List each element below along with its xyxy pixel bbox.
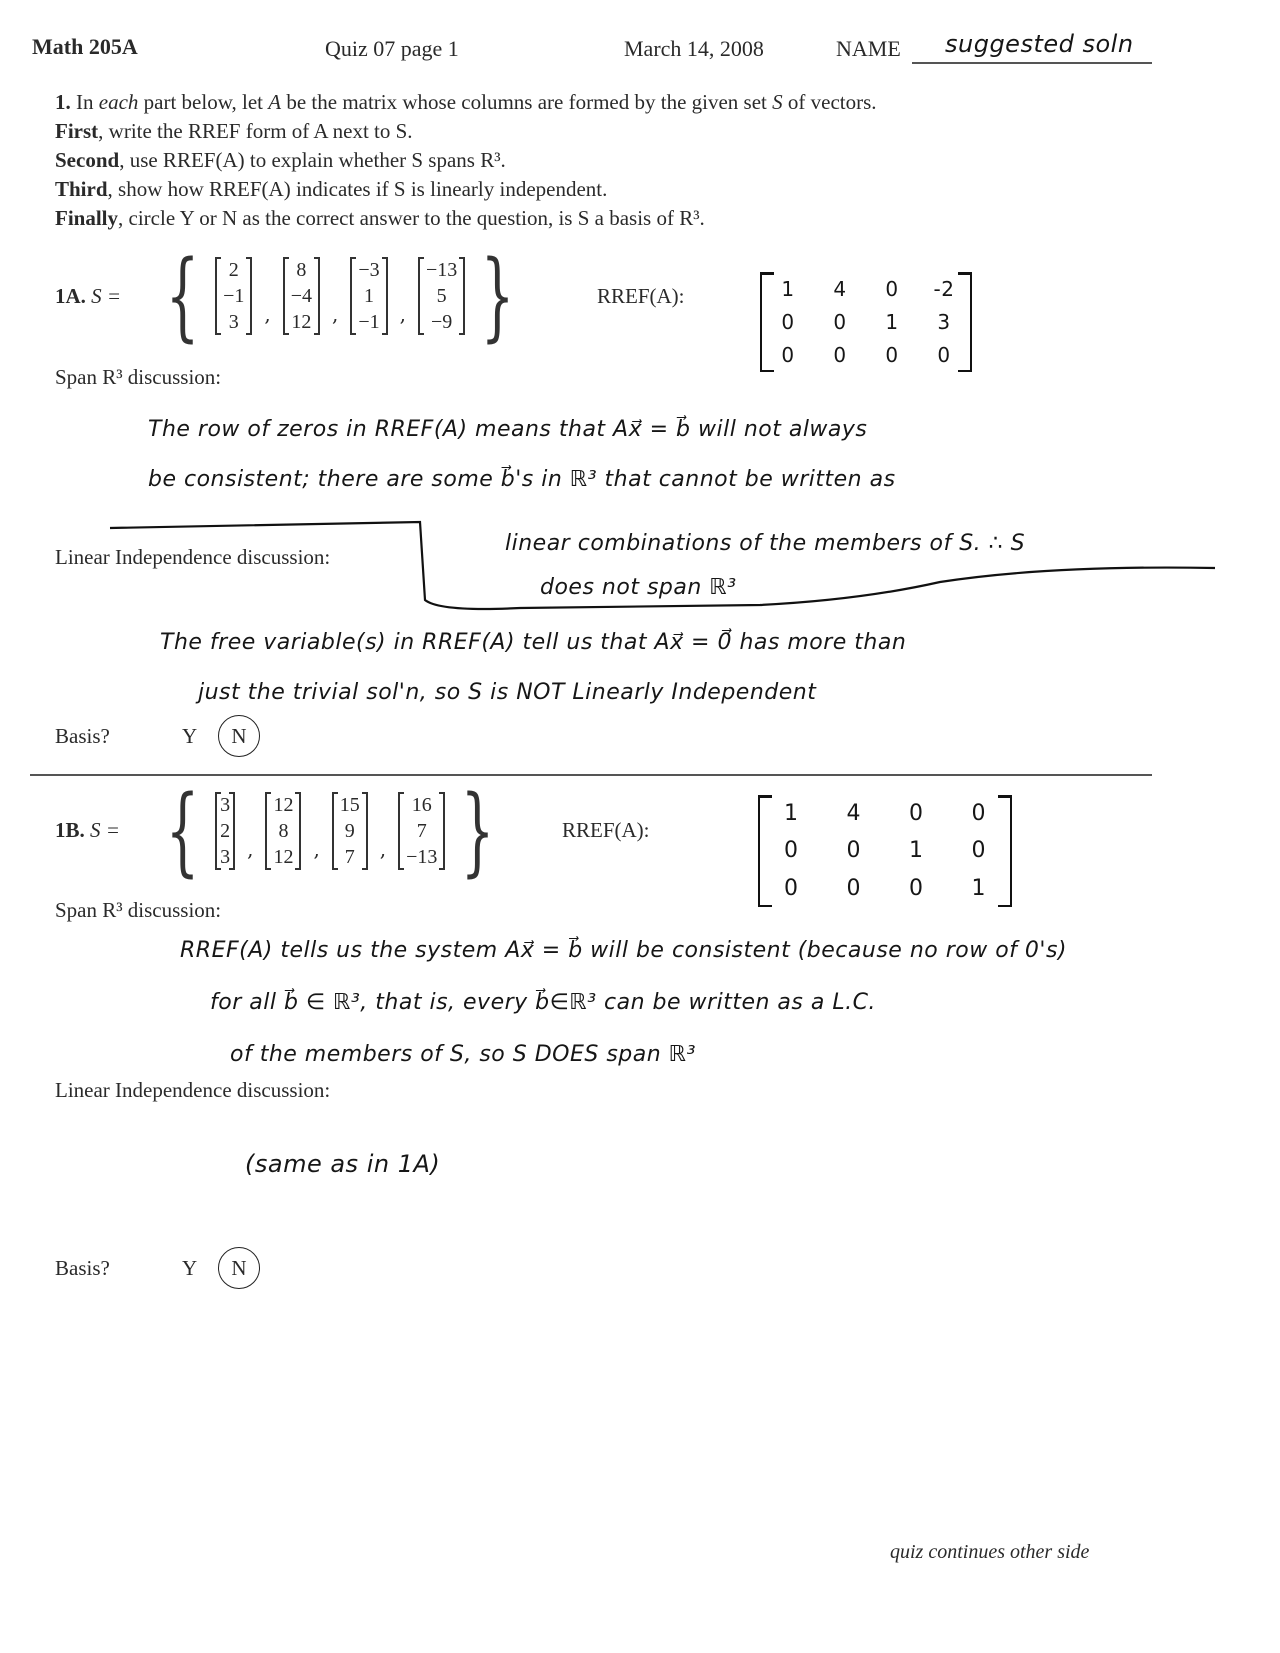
rref-cell: 0 xyxy=(833,309,847,334)
problem-1a-set: { 2 −1 3 , 8 −4 12 , −3 1 −1 , −13 5 −9 } xyxy=(165,240,515,352)
instruction-second: Second, use RREF(A) to explain whether S spans R³. xyxy=(55,148,506,172)
basis-label-1a: Basis? xyxy=(55,724,110,748)
li-label-1a: Linear Independence discussion: xyxy=(55,545,331,569)
rref-cell: 0 xyxy=(885,343,899,368)
span-label-1b: Span R³ discussion: xyxy=(55,898,222,922)
rref-cell: 4 xyxy=(833,276,847,301)
basis-label-1b: Basis? xyxy=(55,1256,110,1280)
answer-line: of the members of S, so S DOES span ℝ³ xyxy=(230,1042,696,1067)
rref-label-1b: RREF(A): xyxy=(562,818,650,842)
rref-matrix-1b xyxy=(758,795,1012,907)
rref-cell: 1 xyxy=(971,875,986,901)
basis-n-1b-circled: N xyxy=(218,1247,260,1289)
vector-1b-1: 3 2 3 xyxy=(213,792,237,870)
quiz-date: March 14, 2008 xyxy=(624,36,764,61)
rref-cell: 1 xyxy=(781,276,795,301)
rref-label-1a: RREF(A): xyxy=(597,284,685,308)
span-answer-1b xyxy=(180,925,1067,1081)
rref-cell: 0 xyxy=(781,309,795,334)
right-brace: } xyxy=(461,775,495,887)
answer-line: be consistent; there are some b⃗'s in ℝ³ that cannot be written as xyxy=(148,467,896,492)
vector-1b-3: 15 9 7 xyxy=(330,792,370,870)
vector-1a-2: 8 −4 12 xyxy=(281,257,322,335)
rref-cell: 0 xyxy=(833,343,847,368)
instruction-first: First, write the RREF form of A next to S. xyxy=(55,119,413,143)
right-brace: } xyxy=(481,240,515,352)
left-brace: { xyxy=(165,240,200,352)
vector-1a-4: −13 5 −9 xyxy=(416,257,467,335)
answer-line: The free variable(s) in RREF(A) tell us that Ax⃗ = 0⃗ has more than xyxy=(160,630,907,655)
li-label-1b: Linear Independence discussion: xyxy=(55,1078,331,1102)
left-brace: { xyxy=(165,775,200,887)
rref-cell: 0 xyxy=(846,838,861,864)
answer-line: for all b⃗ ∈ ℝ³, that is, every b⃗∈ℝ³ can be written as a L.C. xyxy=(210,990,876,1015)
name-label: NAME xyxy=(836,36,901,61)
problem-1b-set: { 3 2 3 , 12 8 12 , 15 9 7 , 16 7 −13 } xyxy=(165,775,495,887)
instruction-finally: Finally, circle Y or N as the correct answer to the question, is S a basis of R³. xyxy=(55,206,705,230)
vector-1a-3: −3 1 −1 xyxy=(348,257,389,335)
vector-1b-4: 16 7 −13 xyxy=(396,792,447,870)
rref-cell: 0 xyxy=(971,838,986,864)
rref-cell: -2 xyxy=(933,276,955,301)
answer-line: RREF(A) tells us the system Ax⃗ = b⃗ will be consistent (because no row of 0's) xyxy=(180,938,1067,963)
rref-cell: 0 xyxy=(781,343,795,368)
rref-cell: 4 xyxy=(846,801,861,827)
rref-cell: 0 xyxy=(846,875,861,901)
instruction-intro: 1. In each part below, let A be the matrix whose columns are formed by the given set S of vectors. xyxy=(55,90,877,114)
basis-n-1a-circled: N xyxy=(218,715,260,757)
rref-cell: 0 xyxy=(937,343,951,368)
answer-line: just the trivial sol'n, so S is NOT Linearly Independent xyxy=(198,680,817,705)
rref-cell: 1 xyxy=(909,838,924,864)
quiz-title: Quiz 07 page 1 xyxy=(325,36,459,61)
course-title: Math 205A xyxy=(32,34,138,59)
problem-1a-label: 1A. S = xyxy=(55,284,122,308)
rref-cell: 1 xyxy=(885,309,899,334)
vector-1a-1: 2 −1 3 xyxy=(213,257,254,335)
instruction-third: Third, show how RREF(A) indicates if S is linearly independent. xyxy=(55,177,608,201)
rref-cell: 1 xyxy=(784,801,799,827)
li-answer-1b: (same as in 1A) xyxy=(245,1150,441,1178)
answer-line: does not span ℝ³ xyxy=(540,575,737,600)
rref-cell: 0 xyxy=(909,801,924,827)
vector-1b-2: 12 8 12 xyxy=(263,792,303,870)
rref-cell: 3 xyxy=(937,309,951,334)
answer-line: The row of zeros in RREF(A) means that Ax⃗ = b⃗ will not always xyxy=(148,417,868,442)
span-label-1a: Span R³ discussion: xyxy=(55,365,222,389)
answer-line: linear combinations of the members of S. ∴ S xyxy=(505,531,1026,556)
footer-note: quiz continues other side xyxy=(890,1541,1090,1563)
rref-cell: 0 xyxy=(784,875,799,901)
problem-1b-label: 1B. S = xyxy=(55,818,120,842)
basis-y-1b: Y xyxy=(182,1256,198,1280)
li-answer-1a xyxy=(160,618,906,718)
rref-cell: 0 xyxy=(909,875,924,901)
rref-cell: 0 xyxy=(885,276,899,301)
basis-y-1a: Y xyxy=(182,724,198,748)
rref-cell: 0 xyxy=(971,801,986,827)
name-value: suggested soln xyxy=(945,30,1134,58)
rref-cell: 0 xyxy=(784,838,799,864)
answer-boundary-line xyxy=(0,0,1280,640)
